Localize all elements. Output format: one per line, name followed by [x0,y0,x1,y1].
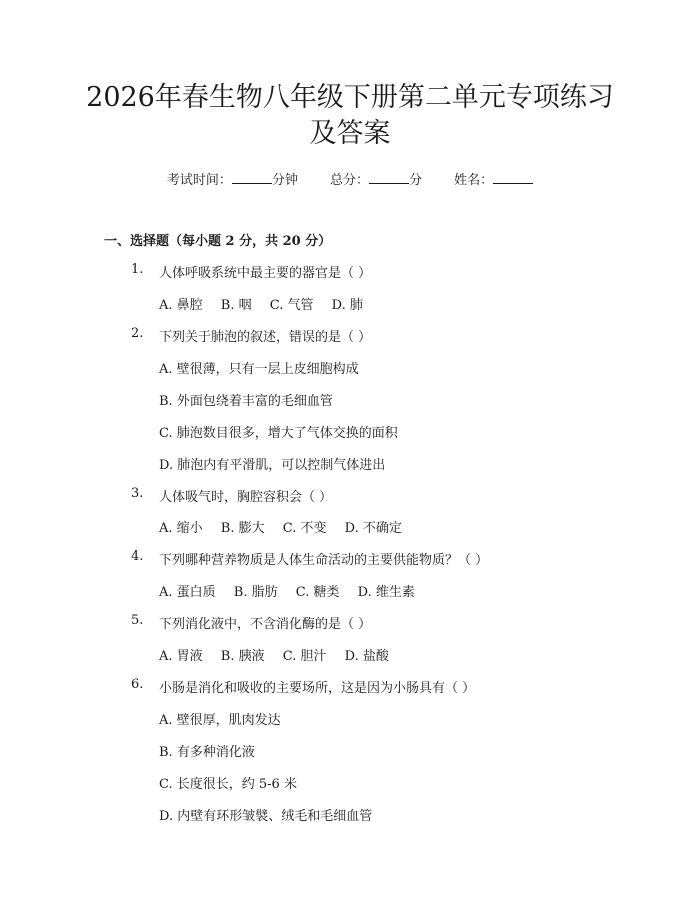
option-c: C. 气管 [269,298,314,313]
question-number: 2. [131,326,144,341]
question-3-options [159,517,416,536]
option-c: C. 胆汁 [282,649,327,664]
score-label: 总分： [329,173,369,188]
option-b: B. 咽 [220,298,252,313]
option-d: D. 盐酸 [344,649,389,664]
option-c: C. 糖类 [295,585,340,600]
option-b: B. 有多种消化液 [159,745,255,760]
exam-meta [0,169,700,188]
question-text: 下列消化液中，不含消化酶的是（ ） [159,617,372,632]
name-blank [493,172,533,184]
option-b: B. 脂肪 [233,585,278,600]
option-c: C. 不变 [282,521,327,536]
score-blank [369,172,409,184]
total-score [330,169,422,188]
option-b: B. 外面包绕着丰富的毛细血管 [159,394,333,409]
question-1-options [159,294,377,313]
option-b: B. 胰液 [220,649,265,664]
time-label: 考试时间： [166,173,232,188]
student-name [454,169,533,188]
question-4-options [159,581,429,600]
question-text: 人体呼吸系统中最主要的器官是（ ） [159,266,372,281]
question-number: 3. [131,486,144,501]
option-c: C. 肺泡数目很多，增大了气体交换的面积 [159,426,398,441]
option-c: C. 长度很长，约 5-6 米 [159,777,297,792]
document-title: 2026年春生物八年级下册第二单元专项练习及答案 [86,82,614,149]
question-number: 6. [131,677,144,692]
option-d: D. 维生素 [357,585,415,600]
time-unit: 分钟 [271,173,298,188]
option-b: B. 膨大 [220,521,265,536]
name-label: 姓名： [454,173,494,188]
exam-time [167,169,298,188]
option-d: D. 肺泡内有平滑肌，可以控制气体进出 [159,458,386,473]
section-heading: 一、选择题（每小题 2 分，共 20 分） [104,234,332,249]
question-text: 人体吸气时，胸腔容积会（ ） [159,490,333,505]
option-a: A. 胃液 [159,649,203,664]
question-text: 下列哪种营养物质是人体生命活动的主要供能物质？（ ） [159,553,489,568]
option-d: D. 不确定 [344,521,402,536]
question-text: 下列关于肺泡的叙述，错误的是（ ） [159,330,372,345]
question-5-options [159,645,403,664]
question-number: 1. [131,262,144,277]
option-a: A. 缩小 [159,521,203,536]
option-a: A. 壁很厚，肌肉发达 [159,713,281,728]
question-number: 5. [131,613,144,628]
option-a: A. 鼻腔 [159,298,203,313]
option-d: D. 内壁有环形皱襞、绒毛和毛细血管 [159,809,373,824]
question-text: 小肠是消化和吸收的主要场所，这是因为小肠具有（ ） [159,681,476,696]
option-d: D. 肺 [331,298,363,313]
option-a: A. 壁很薄，只有一层上皮细胞构成 [159,362,359,377]
time-blank [232,172,272,184]
option-a: A. 蛋白质 [159,585,216,600]
question-number: 4. [131,549,144,564]
score-unit: 分 [409,173,423,188]
